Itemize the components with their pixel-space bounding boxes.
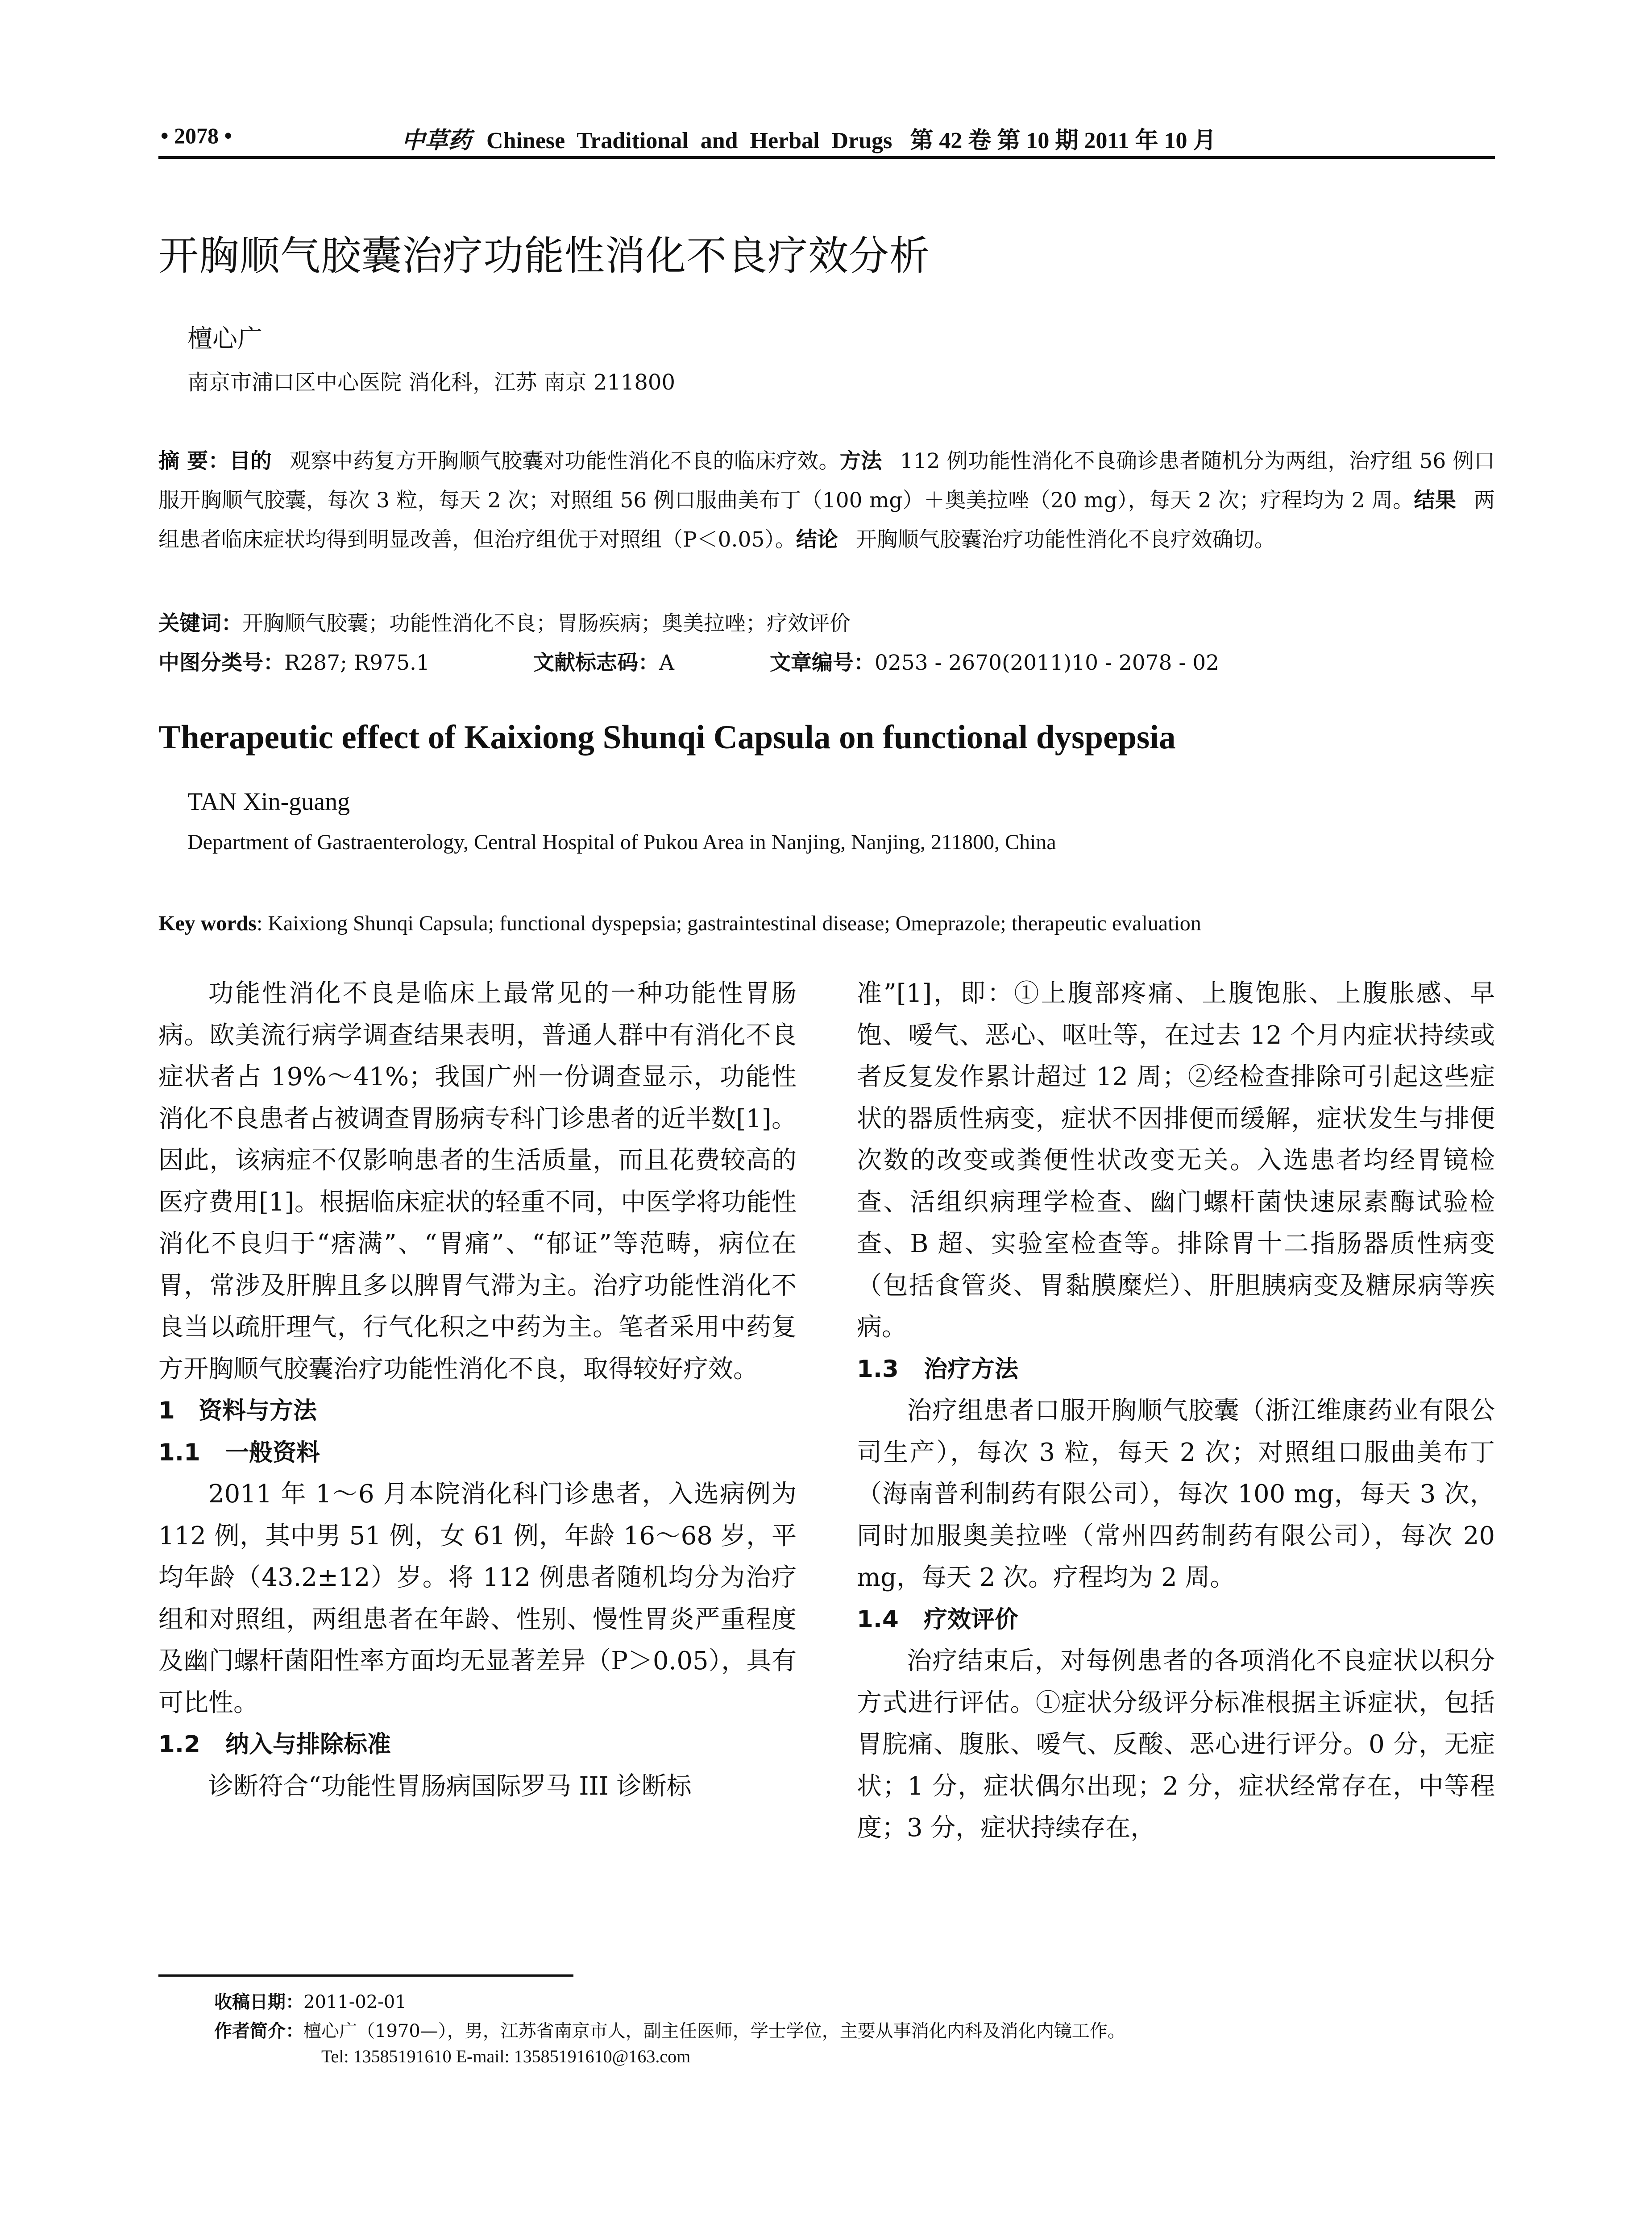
objective-label: 目的 <box>229 449 272 473</box>
received-value: 2011-02-01 <box>303 1992 407 2012</box>
article-no-value: 0253 - 2670(2011)10 - 2078 - 02 <box>875 651 1220 675</box>
keywords-cn-text: 开胸顺气胶囊；功能性消化不良；胃肠疾病；奥美拉唑；疗效评价 <box>242 611 851 636</box>
clc-value: R287; R975.1 <box>284 651 430 675</box>
results-text: 两组患者临床症状均得到明显改善，但治疗组优于对照组（P＜0.05）。 <box>158 488 1495 552</box>
author-bio <box>214 2017 1125 2042</box>
footnote-rule <box>158 1974 573 1977</box>
doc-code-value: A <box>659 651 674 675</box>
received-date <box>214 1988 407 2013</box>
classification-line <box>158 646 1219 676</box>
section-1-4-paragraph: 治疗结束后，对每例患者的各项消化不良症状以积分方式进行评估。①症状分级评分标准根据主诉症状，包括胃脘痛、腹胀、嗳气、反酸、恶心进行评分。0 分，无症状；1 分，症状偶尔出现；2 分，症状经常存在，中等程度；3 分，症状持续存在， <box>857 1646 1495 1842</box>
section-1-1-paragraph: 2011 年 1～6 月本院消化科门诊患者，入选病例为 112 例，其中男 51 例，女 61 例，年龄 16～68 岁，平均年龄（43.2±12）岁。将 112 例患者随机均分为治疗组和对照组，两组患者在年龄、性别、慢性胃炎严重程度及幽门螺杆菌阳性率方面均无显著差异（P＞0.05），具有可比性。 <box>158 1480 797 1717</box>
abstract-cn <box>158 442 1495 560</box>
section-1-2-paragraph-start: 诊断符合“功能性胃肠病国际罗马 III 诊断标 <box>208 1771 692 1801</box>
author-contact: Tel: 13585191610 E-mail: 13585191610@163.com <box>321 2046 691 2066</box>
article-title-en: Therapeutic effect of Kaixiong Shunqi Capsula on functional dyspepsia <box>158 719 1176 756</box>
body-column-right <box>857 973 1495 1849</box>
author-en: TAN Xin-guang <box>187 788 350 816</box>
affiliation-en: Department of Gastraenterology, Central Hospital of Pukou Area in Nanjing, Nanjing, 211800, China <box>187 830 1056 854</box>
body-column-left <box>158 973 797 1807</box>
header-rule <box>158 156 1495 159</box>
methods-label: 方法 <box>839 449 882 473</box>
conclusion-text: 开胸顺气胶囊治疗功能性消化不良疗效确切。 <box>855 527 1275 552</box>
running-header <box>402 121 1216 155</box>
section-heading-1-4: 1.4 疗效评价 <box>857 1605 1018 1633</box>
keywords-en <box>158 911 1201 936</box>
section-heading-1-2: 1.2 纳入与排除标准 <box>158 1731 391 1758</box>
issue-info: 第 42 卷 第 10 期 2011 年 10 月 <box>910 128 1216 153</box>
section-1-3-paragraph: 治疗组患者口服开胸顺气胶囊（浙江维康药业有限公司生产），每次 3 粒，每天 2 次；对照组口服曲美布丁（海南普利制药有限公司），每次 100 mg，每天 3 次，同时加服奥美拉唑（常州四药制药有限公司），每次 20 mg，每天 2 次。疗程均为 2 周。 <box>857 1396 1495 1592</box>
objective-text: 观察中药复方开胸顺气胶囊对功能性消化不良的临床疗效。 <box>289 449 840 473</box>
article-no-label: 文章编号： <box>770 651 875 675</box>
bio-text: 檀心广（1970—），男，江苏省南京市人，副主任医师，学士学位，主要从事消化内科及消化内镜工作。 <box>303 2021 1125 2041</box>
results-label: 结果 <box>1414 488 1457 513</box>
bio-label: 作者简介： <box>214 2021 303 2041</box>
author-cn: 檀心广 <box>187 324 262 353</box>
keywords-en-text: : Kaixiong Shunqi Capsula; functional dyspepsia; gastraintestinal disease; Omeprazole; therapeutic evaluation <box>256 912 1201 935</box>
section-1-2-paragraph-cont: 准”[1]，即：①上腹部疼痛、上腹饱胀、上腹胀感、早饱、嗳气、恶心、呕吐等，在过去 12 个月内症状持续或者反复发作累计超过 12 周；②经检查排除可引起这些症状的器质性病变，症状不因排便而缓解，症状发生与排便次数的改变或粪便性状改变无关。入选患者均经胃镜检查、活组织病理学检查、幽门螺杆菌快速尿素酶试验检查、B 超、实验室检查等。排除胃十二指肠器质性病变（包括食管炎、胃黏膜糜烂）、肝胆胰病变及糖尿病等疾病。 <box>857 979 1495 1342</box>
page-number: • 2078 • <box>161 123 232 148</box>
received-label: 收稿日期： <box>214 1992 303 2012</box>
intro-paragraph: 功能性消化不良是临床上最常见的一种功能性胃肠病。欧美流行病学调查结果表明，普通人群中有消化不良症状者占 19%～41%；我国广州一份调查显示，功能性消化不良患者占被调查胃肠病专科门诊患者的近半数[1]。因此，该病症不仅影响患者的生活质量，而且花费较高的医疗费用[1]。根据临床症状的轻重不同，中医学将功能性消化不良归于“痞满”、“胃痛”、“郁证”等范畴，病位在胃，常涉及肝脾且多以脾胃气滞为主。治疗功能性消化不良当以疏肝理气，行气化积之中药为主。笔者采用中药复方开胸顺气胶囊治疗功能性消化不良，取得较好疗效。 <box>158 979 797 1384</box>
section-heading-1: 1 资料与方法 <box>158 1397 317 1424</box>
conclusion-label: 结论 <box>796 527 838 552</box>
keywords-cn <box>158 607 851 637</box>
article-title-cn: 开胸顺气胶囊治疗功能性消化不良疗效分析 <box>158 232 930 279</box>
section-heading-1-3: 1.3 治疗方法 <box>857 1355 1018 1383</box>
abstract-label: 摘 要： <box>158 449 230 473</box>
journal-name-en: Chinese Traditional and Herbal Drugs <box>486 128 892 153</box>
journal-name-cn: 中草药 <box>402 127 472 154</box>
methods-text: 112 例功能性消化不良确诊患者随机分为两组，治疗组 56 例口服开胸顺气胶囊，每次 3 粒，每天 2 次；对照组 56 例口服曲美布丁（100 mg）＋奥美拉唑（20 mg），每天 2 次；疗程均为 2 周。 <box>158 449 1495 513</box>
affiliation-cn: 南京市浦口区中心医院 消化科，江苏 南京 211800 <box>187 370 676 395</box>
keywords-en-label: Key words <box>158 912 257 935</box>
clc-label: 中图分类号： <box>158 651 284 675</box>
keywords-cn-label: 关键词： <box>158 611 242 636</box>
section-heading-1-1: 1.1 一般资料 <box>158 1439 320 1466</box>
doc-code-label: 文献标志码： <box>533 651 659 675</box>
